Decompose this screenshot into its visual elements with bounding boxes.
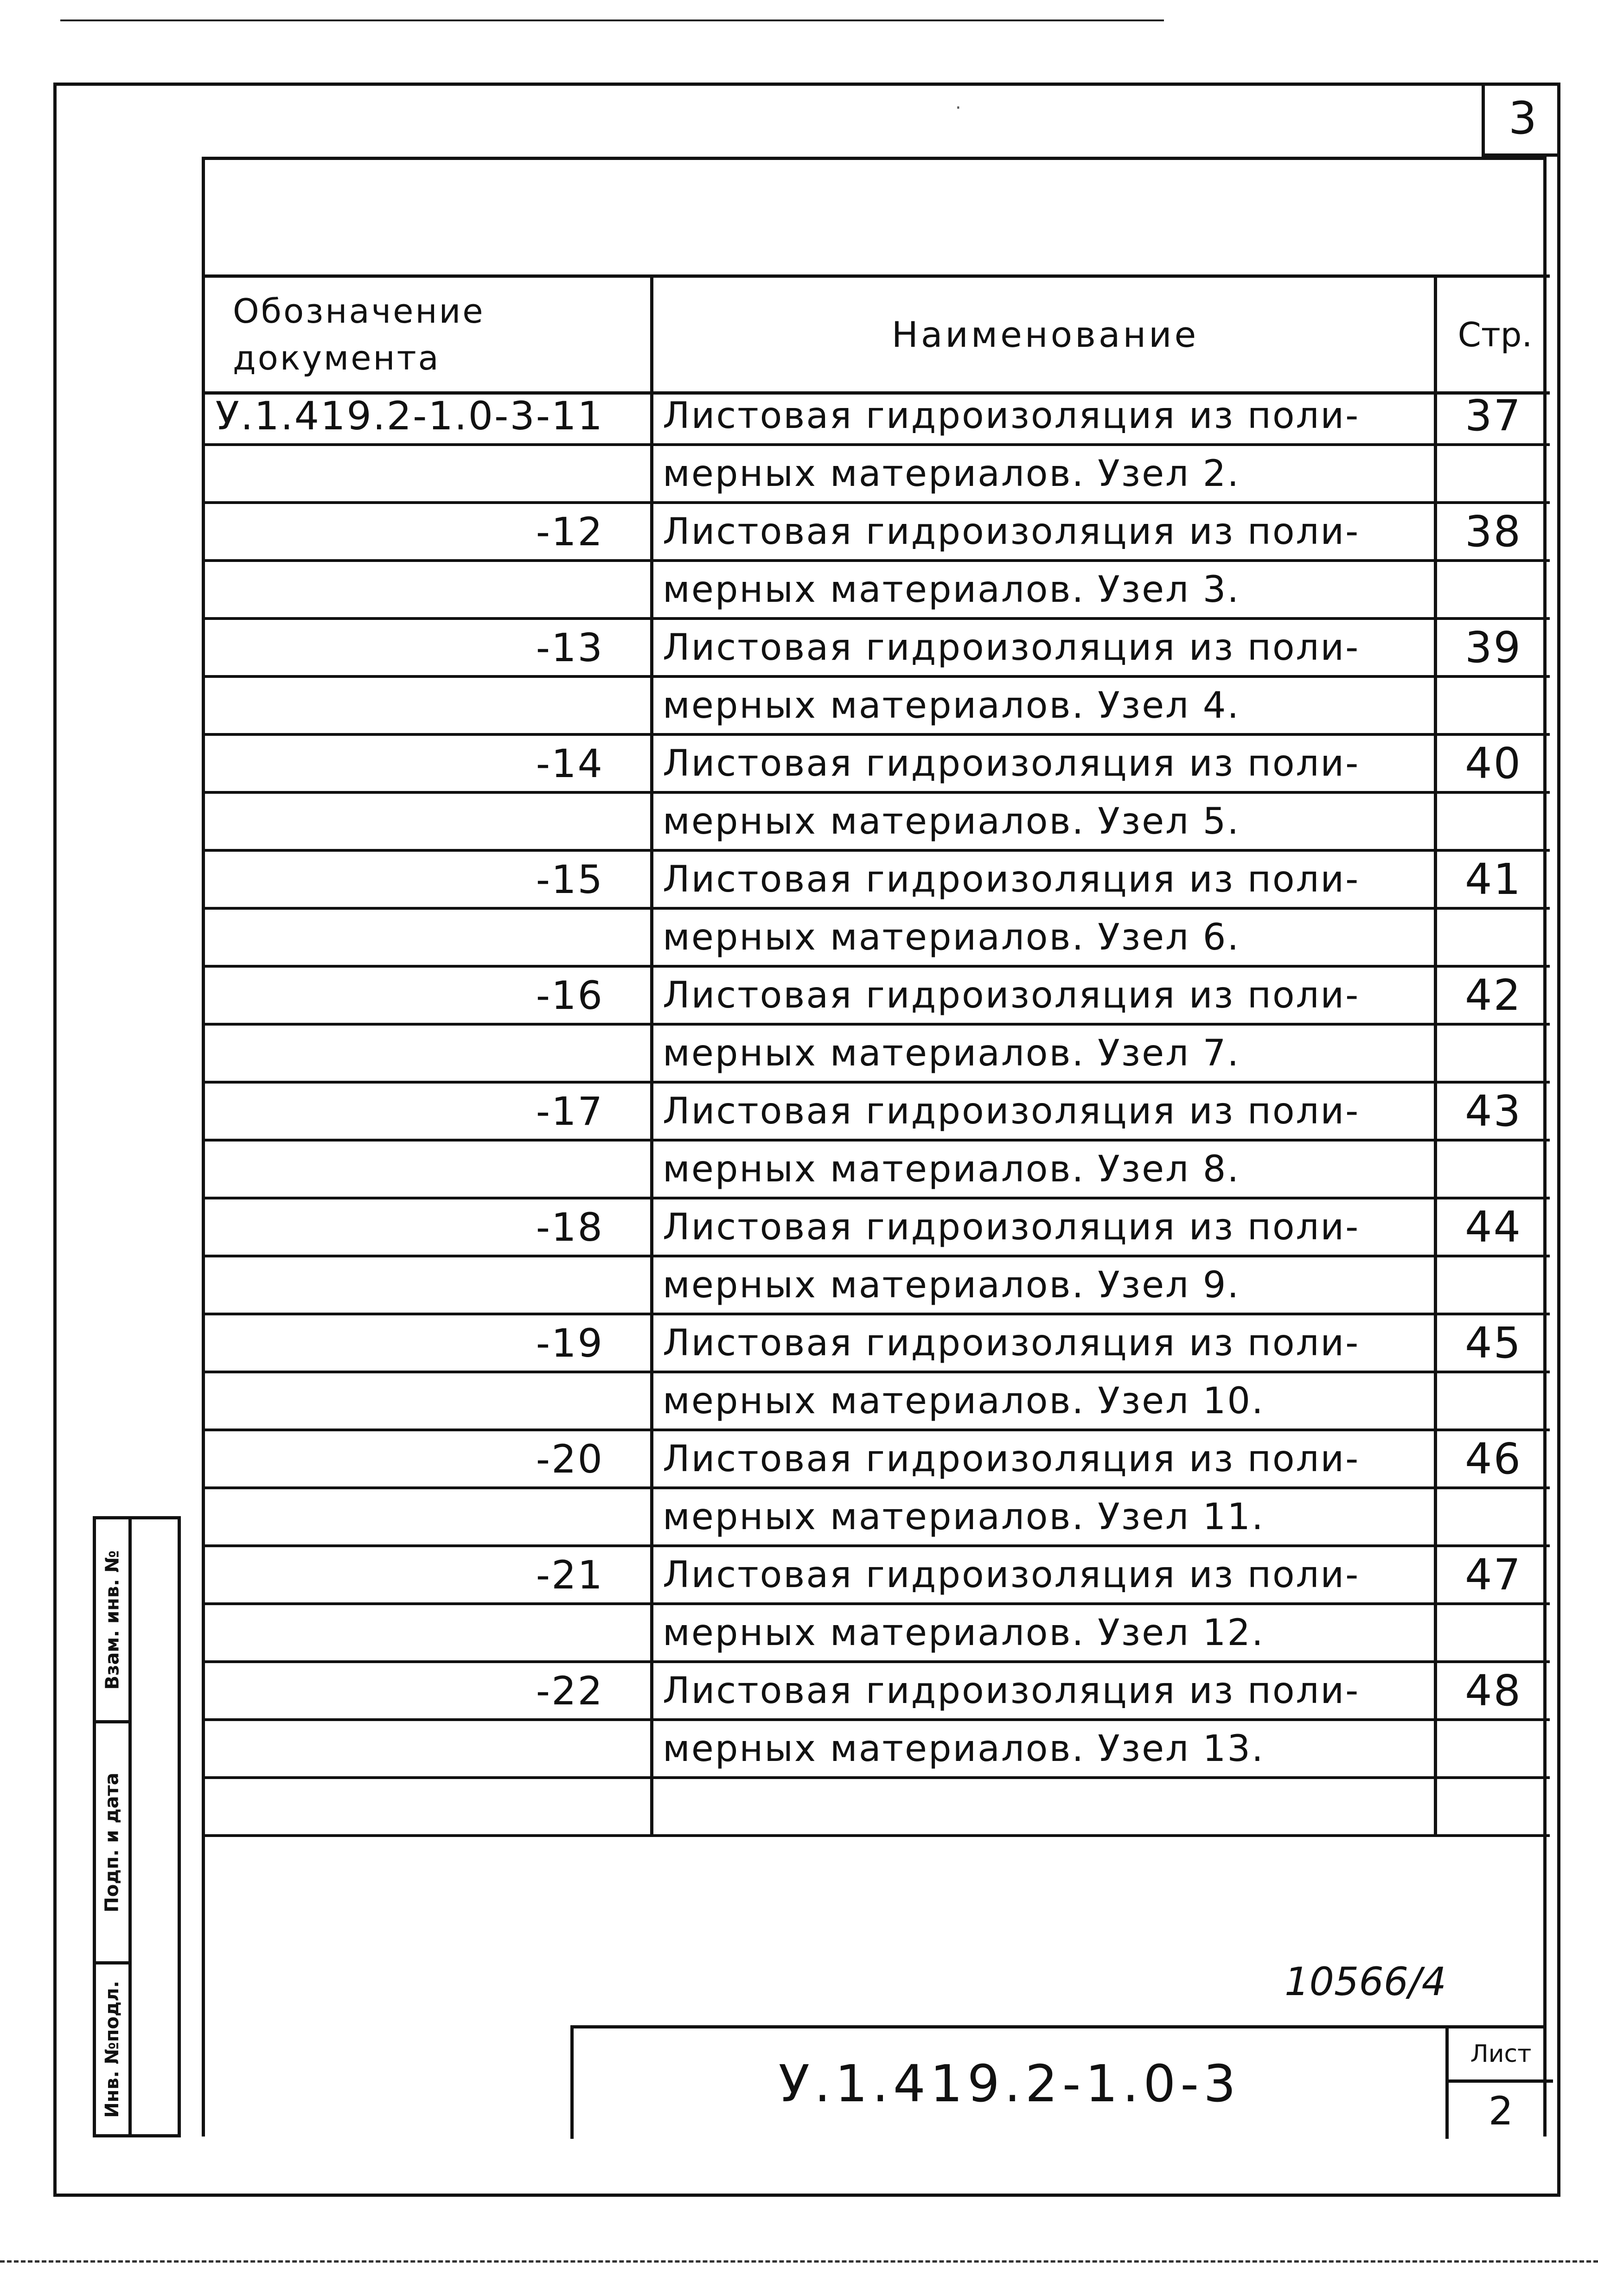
stamp-inv-orig bbox=[96, 1964, 128, 2134]
row-name: мерных материалов. Узел 12. bbox=[650, 1605, 1434, 1660]
header-doc-line1: Обозначение bbox=[233, 291, 485, 331]
row-name: Листовая гидроизоляция из поли- bbox=[650, 736, 1434, 791]
row-code: -18 bbox=[536, 1204, 604, 1250]
row-code: У.1.419.2-1.0-3-11 bbox=[215, 393, 604, 439]
row-code bbox=[205, 910, 650, 965]
header-doc-line2: документа bbox=[233, 338, 441, 377]
row-code: -13 bbox=[536, 625, 604, 670]
row-name: Листовая гидроизоляция из поли- bbox=[650, 1431, 1434, 1486]
row-page: 46 bbox=[1434, 1431, 1550, 1486]
row-name: Листовая гидроизоляция из поли- bbox=[650, 1663, 1434, 1718]
side-stamp-labels bbox=[96, 1519, 132, 2134]
table-row bbox=[205, 1257, 1550, 1315]
row-name: мерных материалов. Узел 10. bbox=[650, 1373, 1434, 1429]
row-name: мерных материалов. Узел 3. bbox=[650, 562, 1434, 617]
row-page: 44 bbox=[1434, 1199, 1550, 1255]
table-row bbox=[205, 1431, 1550, 1489]
row-name: мерных материалов. Узел 11. bbox=[650, 1489, 1434, 1544]
row-code bbox=[205, 1142, 650, 1197]
handwritten-number: 10566/4 bbox=[1285, 1959, 1446, 2004]
row-name bbox=[650, 1779, 1434, 1834]
row-name: мерных материалов. Узел 5. bbox=[650, 794, 1434, 849]
table-row bbox=[205, 1199, 1550, 1257]
row-name: мерных материалов. Узел 7. bbox=[650, 1026, 1434, 1081]
table-row bbox=[205, 1373, 1550, 1431]
title-block bbox=[570, 2025, 1547, 2139]
row-page: 45 bbox=[1434, 1315, 1550, 1371]
stamp-inv-orig-label: Инв. №подл. bbox=[102, 1981, 123, 2118]
row-code bbox=[205, 1257, 650, 1313]
row-page bbox=[1434, 1721, 1550, 1776]
row-page bbox=[1434, 446, 1550, 501]
table-row bbox=[205, 736, 1550, 794]
row-name: Листовая гидроизоляция из поли- bbox=[650, 852, 1434, 907]
row-code bbox=[205, 446, 650, 501]
table-row bbox=[205, 1779, 1550, 1837]
row-code bbox=[205, 562, 650, 617]
row-name: мерных материалов. Узел 2. bbox=[650, 446, 1434, 501]
row-page: 39 bbox=[1434, 620, 1550, 675]
sheet-box bbox=[1445, 2028, 1553, 2139]
row-page bbox=[1434, 562, 1550, 617]
row-name: Листовая гидроизоляция из поли- bbox=[650, 1547, 1434, 1602]
row-name: Листовая гидроизоляция из поли- bbox=[650, 1084, 1434, 1139]
row-code: -20 bbox=[536, 1436, 604, 1482]
row-code bbox=[205, 1779, 650, 1834]
row-code: -17 bbox=[536, 1088, 604, 1134]
row-name: мерных материалов. Узел 9. bbox=[650, 1257, 1434, 1313]
row-code bbox=[205, 1721, 650, 1776]
table-row bbox=[205, 910, 1550, 968]
row-name: мерных материалов. Узел 4. bbox=[650, 678, 1434, 733]
row-name: Листовая гидроизоляция из поли- bbox=[650, 1315, 1434, 1371]
row-name: Листовая гидроизоляция из поли- bbox=[650, 620, 1434, 675]
table-row bbox=[205, 1315, 1550, 1373]
row-code bbox=[205, 1026, 650, 1081]
header-name: Наименование bbox=[650, 278, 1437, 391]
table-row bbox=[205, 446, 1550, 504]
row-code bbox=[205, 1373, 650, 1429]
row-page: 38 bbox=[1434, 504, 1550, 559]
row-page: 43 bbox=[1434, 1084, 1550, 1139]
table-row bbox=[205, 388, 1550, 446]
row-code bbox=[205, 678, 650, 733]
row-page bbox=[1434, 1373, 1550, 1429]
table-row bbox=[205, 1084, 1550, 1142]
row-code: -16 bbox=[536, 972, 604, 1018]
table-row bbox=[205, 1721, 1550, 1779]
stamp-replace-inv bbox=[96, 1519, 128, 1723]
table-row bbox=[205, 620, 1550, 678]
header-page: Стр. bbox=[1434, 278, 1553, 391]
row-page: 47 bbox=[1434, 1547, 1550, 1602]
stamp-sign-date-label: Подп. и дата bbox=[102, 1772, 123, 1913]
document-code: У.1.419.2-1.0-3 bbox=[778, 2054, 1241, 2113]
row-page bbox=[1434, 1142, 1550, 1197]
table-row bbox=[205, 1605, 1550, 1663]
row-page bbox=[1434, 1489, 1550, 1544]
stamp-sign-date bbox=[96, 1723, 128, 1964]
scan-speck: · bbox=[955, 97, 961, 119]
page-number: 3 bbox=[1482, 83, 1560, 157]
table-row bbox=[205, 1142, 1550, 1199]
row-name: Листовая гидроизоляция из поли- bbox=[650, 968, 1434, 1023]
row-name: Листовая гидроизоляция из поли- bbox=[650, 388, 1434, 443]
row-page: 48 bbox=[1434, 1663, 1550, 1718]
row-page bbox=[1434, 678, 1550, 733]
table-row bbox=[205, 1489, 1550, 1547]
table-row bbox=[205, 968, 1550, 1026]
table-row bbox=[205, 1663, 1550, 1721]
row-page bbox=[1434, 1605, 1550, 1660]
row-page: 41 bbox=[1434, 852, 1550, 907]
row-code: -19 bbox=[536, 1320, 604, 1366]
row-page bbox=[1434, 1779, 1550, 1834]
top-edge-line bbox=[60, 19, 1164, 21]
stamp-replace-inv-label: Взам. инв. № bbox=[102, 1550, 123, 1690]
row-code: -15 bbox=[536, 856, 604, 902]
row-page: 37 bbox=[1434, 388, 1550, 443]
row-code: -14 bbox=[536, 740, 604, 786]
row-name: Листовая гидроизоляция из поли- bbox=[650, 1199, 1434, 1255]
table-row bbox=[205, 504, 1550, 562]
table-row bbox=[205, 678, 1550, 736]
row-name: мерных материалов. Узел 13. bbox=[650, 1721, 1434, 1776]
row-code bbox=[205, 794, 650, 849]
table-body bbox=[205, 160, 1543, 2137]
row-page: 40 bbox=[1434, 736, 1550, 791]
row-code: -21 bbox=[536, 1552, 604, 1598]
row-code: -12 bbox=[536, 509, 604, 555]
side-stamp bbox=[93, 1516, 181, 2137]
row-name: мерных материалов. Узел 6. bbox=[650, 910, 1434, 965]
table-row bbox=[205, 1547, 1550, 1605]
row-name: Листовая гидроизоляция из поли- bbox=[650, 504, 1434, 559]
row-code bbox=[205, 1489, 650, 1544]
row-page: 42 bbox=[1434, 968, 1550, 1023]
row-page bbox=[1434, 794, 1550, 849]
sheet-number: 2 bbox=[1488, 2088, 1514, 2134]
row-page bbox=[1434, 910, 1550, 965]
table-row bbox=[205, 562, 1550, 620]
sheet-label: Лист bbox=[1449, 2028, 1553, 2083]
table-row bbox=[205, 1026, 1550, 1084]
row-page bbox=[1434, 1026, 1550, 1081]
table-area bbox=[202, 157, 1547, 2137]
bottom-dashed-edge bbox=[0, 2260, 1598, 2263]
table-row bbox=[205, 794, 1550, 852]
row-page bbox=[1434, 1257, 1550, 1313]
table-row bbox=[205, 852, 1550, 910]
row-code bbox=[205, 1605, 650, 1660]
row-code: -22 bbox=[536, 1668, 604, 1714]
row-name: мерных материалов. Узел 8. bbox=[650, 1142, 1434, 1197]
